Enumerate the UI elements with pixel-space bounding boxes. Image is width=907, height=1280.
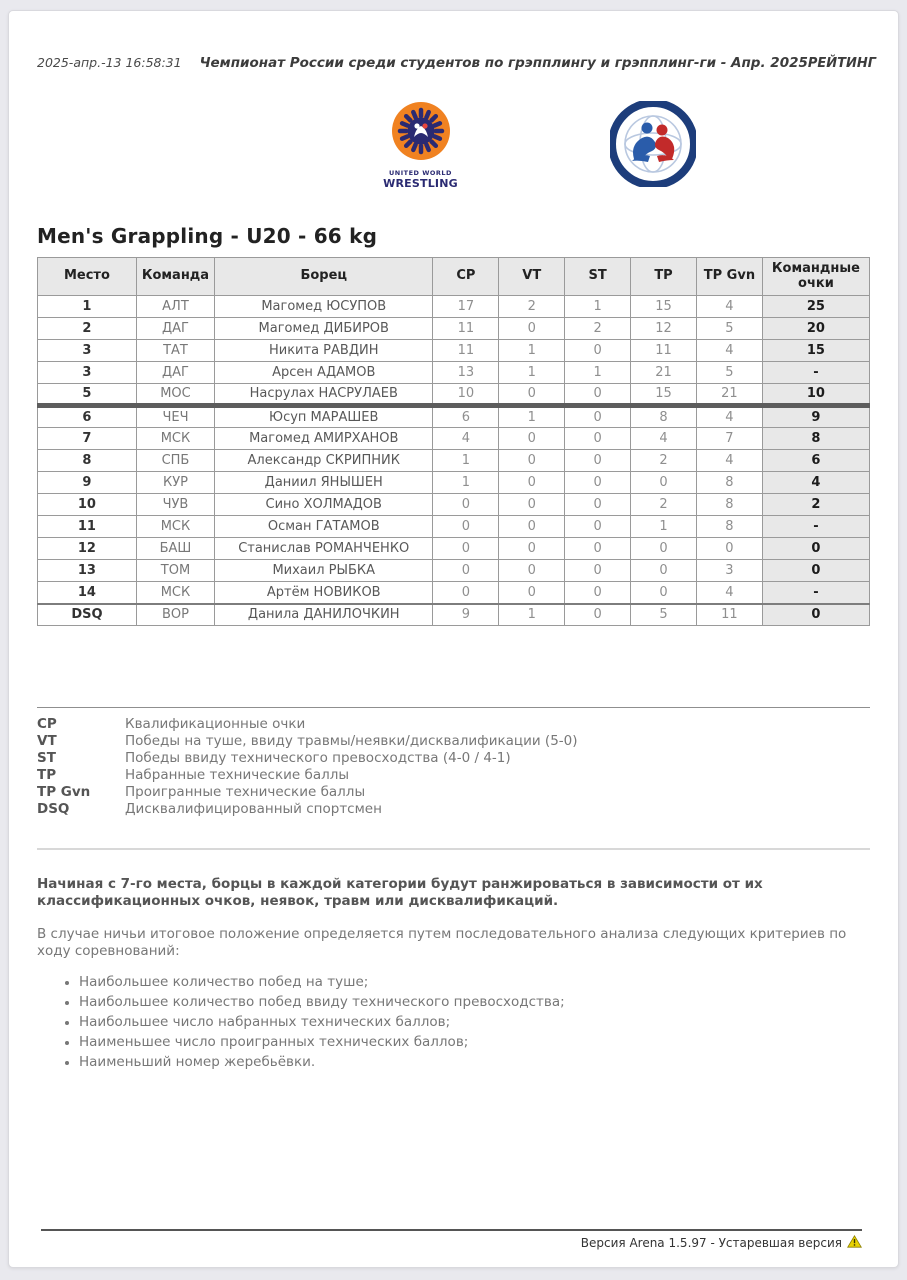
cell-place: 14 [38,582,137,604]
table-row [38,406,870,428]
cell-team_points: 0 [762,604,869,626]
report-page [8,10,899,1268]
legend-definition: Победы на туше, ввиду травмы/неявки/дисквалификации (5-0) [125,733,578,749]
cell-tp: 15 [631,384,697,406]
cell-wrestler: Арсен АДАМОВ [215,362,433,384]
table-row [38,516,870,538]
cell-vt: 1 [499,406,565,428]
legend-definition: Дисквалифицированный спортсмен [125,801,382,817]
warning-icon [847,1235,862,1251]
cell-vt: 1 [499,362,565,384]
federation-wrestling-icon [610,172,696,191]
cell-cp: 0 [433,494,499,516]
cell-st: 0 [565,450,631,472]
cell-vt: 0 [499,494,565,516]
cell-team_points: 9 [762,406,869,428]
cell-place: 2 [38,318,137,340]
legend-divider [37,707,870,708]
cell-cp: 0 [433,560,499,582]
legend-term: TP [37,767,57,783]
cell-st: 0 [565,406,631,428]
cell-team_points: - [762,582,869,604]
cell-cp: 1 [433,450,499,472]
cell-place: DSQ [38,604,137,626]
column-header-0: Место [38,258,137,296]
cell-st: 0 [565,384,631,406]
legend-definition: Квалификационные очки [125,716,306,732]
uww-wrestling-icon [391,146,451,165]
uww-logo [382,101,460,190]
report-header [37,11,877,71]
version-text: Версия Arena 1.5.97 - Устаревшая версия [580,1236,842,1250]
table-row [38,538,870,560]
legend-term: DSQ [37,801,70,817]
cell-wrestler: Михаил РЫБКА [215,560,433,582]
cell-vt: 2 [499,296,565,318]
cell-tp_gvn: 4 [696,296,762,318]
cell-team_points: 20 [762,318,869,340]
legend-term: VT [37,733,57,749]
table-row [38,582,870,604]
criteria-item: • Наибольшее количество побед ввиду технического превосходства; [79,992,870,1012]
legend-row [37,733,870,750]
cell-st: 0 [565,516,631,538]
cell-team_points: 25 [762,296,869,318]
cell-cp: 1 [433,472,499,494]
cell-team_points: 6 [762,450,869,472]
cell-place: 1 [38,296,137,318]
cell-tp_gvn: 4 [696,340,762,362]
tiebreak-criteria-list [79,972,870,1072]
cell-tp: 0 [631,538,697,560]
uww-logo-text-line1: UNITED WORLD [389,169,452,177]
cell-cp: 13 [433,362,499,384]
legend-definition: Победы ввиду технического превосходства (4-0 / 4-1) [125,750,511,766]
cell-place: 10 [38,494,137,516]
uww-logo-text-line2: WRESTLING [383,177,458,190]
cell-place: 9 [38,472,137,494]
cell-cp: 0 [433,516,499,538]
cell-tp_gvn: 21 [696,384,762,406]
legend-row [37,784,870,801]
cell-tp_gvn: 11 [696,604,762,626]
cell-cp: 9 [433,604,499,626]
cell-cp: 17 [433,296,499,318]
cell-vt: 0 [499,560,565,582]
table-row [38,472,870,494]
cell-tp_gvn: 4 [696,450,762,472]
federation-logo [610,101,696,191]
cell-tp_gvn: 8 [696,516,762,538]
cell-team: МСК [136,582,214,604]
column-header-3: CP [433,258,499,296]
cell-team: ТОМ [136,560,214,582]
cell-st: 0 [565,472,631,494]
cell-team: АЛТ [136,296,214,318]
cell-vt: 0 [499,384,565,406]
cell-st: 0 [565,560,631,582]
cell-place: 6 [38,406,137,428]
table-row [38,560,870,582]
cell-place: 7 [38,428,137,450]
cell-place: 5 [38,384,137,406]
table-row [38,340,870,362]
table-row [38,296,870,318]
ranking-note: Начиная с 7-го места, борцы в каждой категории будут ранжироваться в зависимости от их классификационных очков, неявок, травм или дисквалификаций. [37,876,763,909]
cell-tp_gvn: 8 [696,472,762,494]
cell-vt: 0 [499,318,565,340]
cell-tp: 0 [631,582,697,604]
cell-place: 3 [38,362,137,384]
cell-st: 0 [565,604,631,626]
cell-vt: 0 [499,428,565,450]
cell-team_points: - [762,516,869,538]
cell-tp: 0 [631,560,697,582]
results-table [37,257,870,626]
cell-st: 2 [565,318,631,340]
cell-team: МОС [136,384,214,406]
report-title: Чемпионат России среди студентов по грэпплингу и грэпплинг-ги - Апр. 2025 [199,55,808,71]
cell-team: ЧУВ [136,494,214,516]
cell-vt: 0 [499,472,565,494]
cell-team: МСК [136,428,214,450]
cell-tp: 1 [631,516,697,538]
cell-st: 0 [565,428,631,450]
cell-wrestler: Даниил ЯНЫШЕН [215,472,433,494]
rating-label: РЕЙТИНГ [807,56,877,71]
cell-tp_gvn: 4 [696,582,762,604]
legend-row [37,767,870,784]
cell-wrestler: Магомед ЮСУПОВ [215,296,433,318]
legend-term: TP Gvn [37,784,91,800]
category-title: Men's Grappling - U20 - 66 kg [37,224,378,248]
legend-row [37,750,870,767]
cell-tp_gvn: 5 [696,362,762,384]
legend-row [37,716,870,733]
cell-team_points: 0 [762,538,869,560]
cell-team: ТАТ [136,340,214,362]
cell-wrestler: Магомед ДИБИРОВ [215,318,433,340]
cell-vt: 1 [499,340,565,362]
cell-tp: 2 [631,494,697,516]
report-timestamp: 2025-апр.-13 16:58:31 [37,55,182,70]
cell-st: 0 [565,538,631,560]
criteria-item: • Наименьшее число проигранных технических баллов; [79,1032,870,1052]
cell-st: 1 [565,296,631,318]
logos-row [37,101,870,196]
cell-cp: 0 [433,538,499,560]
column-header-2: Борец [215,258,433,296]
cell-cp: 11 [433,318,499,340]
cell-tp_gvn: 4 [696,406,762,428]
cell-team_points: 8 [762,428,869,450]
cell-vt: 0 [499,450,565,472]
cell-wrestler: Александр СКРИПНИК [215,450,433,472]
cell-tp: 12 [631,318,697,340]
legend-definition: Набранные технические баллы [125,767,350,783]
column-header-7: TP Gvn [696,258,762,296]
cell-wrestler: Осман ГАТАМОВ [215,516,433,538]
cell-tp: 5 [631,604,697,626]
cell-st: 0 [565,340,631,362]
column-header-8: Командные очки [762,258,869,296]
cell-team: БАШ [136,538,214,560]
cell-team: ВОР [136,604,214,626]
cell-tp_gvn: 3 [696,560,762,582]
cell-tp_gvn: 0 [696,538,762,560]
cell-place: 12 [38,538,137,560]
column-header-5: ST [565,258,631,296]
cell-wrestler: Станислав РОМАНЧЕНКО [215,538,433,560]
legend-definition: Проигранные технические баллы [125,784,366,800]
cell-place: 3 [38,340,137,362]
table-row [38,450,870,472]
cell-team: КУР [136,472,214,494]
table-row [38,494,870,516]
cell-st: 0 [565,582,631,604]
tiebreak-intro: В случае ничьи итоговое положение определяется путем последовательного анализа следующих критериев по ходу соревнований: [37,926,847,959]
cell-tp: 11 [631,340,697,362]
table-row [38,428,870,450]
cell-tp_gvn: 7 [696,428,762,450]
cell-wrestler: Артём НОВИКОВ [215,582,433,604]
cell-team: СПБ [136,450,214,472]
cell-tp_gvn: 5 [696,318,762,340]
cell-team: ДАГ [136,362,214,384]
cell-place: 13 [38,560,137,582]
column-header-1: Команда [136,258,214,296]
results-header-row [38,258,870,296]
cell-vt: 0 [499,582,565,604]
cell-wrestler: Насрулах НАСРУЛАЕВ [215,384,433,406]
cell-wrestler: Сино ХОЛМАДОВ [215,494,433,516]
table-row [38,318,870,340]
cell-team: МСК [136,516,214,538]
cell-team_points: 4 [762,472,869,494]
cell-tp_gvn: 8 [696,494,762,516]
footer-divider [41,1229,862,1231]
cell-team: ЧЕЧ [136,406,214,428]
legend-term: ST [37,750,56,766]
table-row [38,362,870,384]
report-footer [41,1229,862,1251]
legend-term: CP [37,716,57,732]
cell-cp: 10 [433,384,499,406]
cell-team_points: 2 [762,494,869,516]
cell-wrestler: Юсуп МАРАШЕВ [215,406,433,428]
criteria-item: • Наибольшее количество побед на туше; [79,972,870,992]
legend [37,716,870,818]
cell-vt: 1 [499,604,565,626]
cell-team_points: 10 [762,384,869,406]
cell-team_points: - [762,362,869,384]
cell-tp: 21 [631,362,697,384]
cell-st: 0 [565,494,631,516]
cell-cp: 6 [433,406,499,428]
cell-vt: 0 [499,538,565,560]
cell-wrestler: Данила ДАНИЛОЧКИН [215,604,433,626]
cell-cp: 11 [433,340,499,362]
cell-vt: 0 [499,516,565,538]
cell-wrestler: Никита РАВДИН [215,340,433,362]
cell-cp: 0 [433,582,499,604]
section-divider [37,848,870,850]
cell-tp: 8 [631,406,697,428]
cell-team_points: 15 [762,340,869,362]
cell-tp: 0 [631,472,697,494]
criteria-item: • Наименьший номер жеребьёвки. [79,1052,870,1072]
cell-wrestler: Магомед АМИРХАНОВ [215,428,433,450]
cell-place: 11 [38,516,137,538]
table-row [38,604,870,626]
legend-row [37,801,870,818]
cell-cp: 4 [433,428,499,450]
cell-team: ДАГ [136,318,214,340]
criteria-item: • Наибольшее число набранных технических баллов; [79,1012,870,1032]
cell-team_points: 0 [762,560,869,582]
column-header-6: TP [631,258,697,296]
cell-st: 1 [565,362,631,384]
cell-tp: 4 [631,428,697,450]
cell-tp: 15 [631,296,697,318]
table-row [38,384,870,406]
column-header-4: VT [499,258,565,296]
cell-place: 8 [38,450,137,472]
cell-tp: 2 [631,450,697,472]
